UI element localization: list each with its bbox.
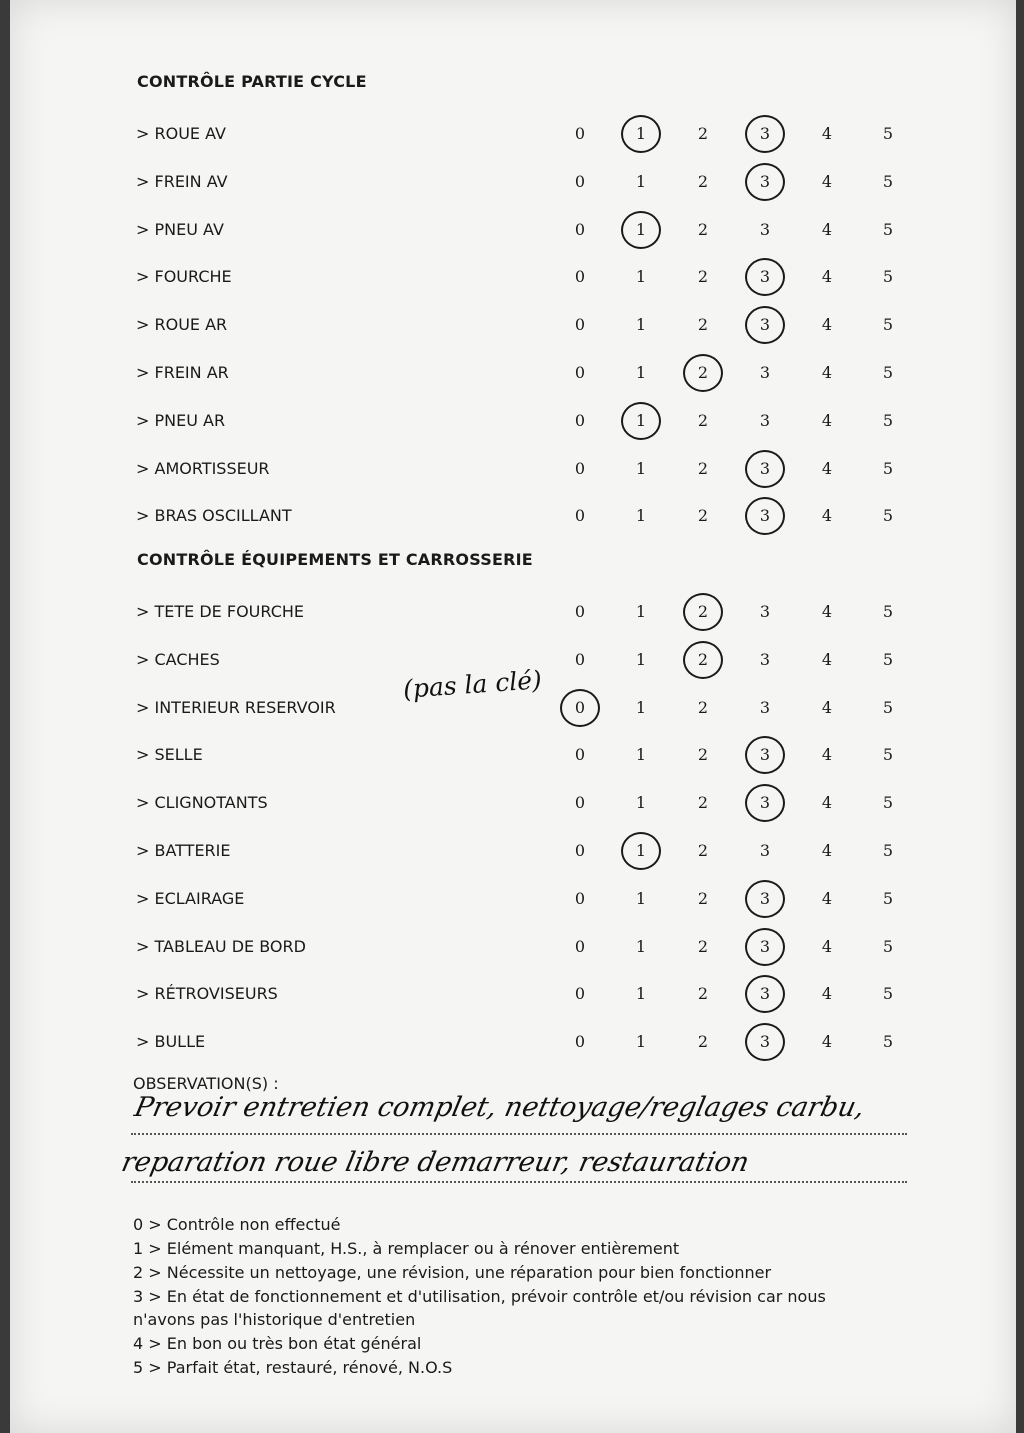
score-option[interactable]: 2 <box>697 602 709 621</box>
row-label: > AMORTISSEUR <box>136 459 270 478</box>
score-option[interactable]: 0 <box>574 411 586 430</box>
selected-score-circle <box>683 354 723 392</box>
score-option[interactable]: 2 <box>697 220 709 239</box>
row-label: > BULLE <box>136 1032 206 1051</box>
score-option[interactable]: 5 <box>882 315 894 334</box>
selected-score-circle <box>745 497 785 535</box>
score-option[interactable]: 2 <box>697 506 709 525</box>
score-option[interactable]: 1 <box>635 650 647 669</box>
score-option[interactable]: 0 <box>574 937 586 956</box>
score-option[interactable]: 5 <box>882 172 894 191</box>
score-option[interactable]: 1 <box>635 172 647 191</box>
score-option[interactable]: 5 <box>882 267 894 286</box>
score-option[interactable]: 0 <box>574 315 586 334</box>
legend-item: n'avons pas l'historique d'entretien <box>133 1310 416 1329</box>
row-label: > PNEU AR <box>136 411 226 430</box>
score-option[interactable]: 5 <box>882 984 894 1003</box>
row-label: > SELLE <box>136 745 203 764</box>
score-option[interactable]: 3 <box>759 315 771 334</box>
score-option[interactable]: 2 <box>697 793 709 812</box>
checklist-row <box>10 311 1016 341</box>
score-option[interactable]: 2 <box>697 698 709 717</box>
score-option[interactable]: 5 <box>882 650 894 669</box>
selected-score-circle <box>683 641 723 679</box>
score-option[interactable]: 0 <box>574 506 586 525</box>
selected-score-circle <box>745 1023 785 1061</box>
score-option[interactable]: 2 <box>697 889 709 908</box>
score-option[interactable]: 2 <box>697 984 709 1003</box>
score-option[interactable]: 4 <box>821 363 833 382</box>
score-option[interactable]: 2 <box>697 459 709 478</box>
row-label: > ROUE AV <box>136 124 226 143</box>
score-option[interactable]: 3 <box>759 411 771 430</box>
checklist-row <box>10 980 1016 1010</box>
score-option[interactable]: 3 <box>759 650 771 669</box>
score-option[interactable]: 4 <box>821 411 833 430</box>
score-option[interactable]: 3 <box>759 220 771 239</box>
checklist-row <box>10 502 1016 532</box>
score-option[interactable]: 4 <box>821 124 833 143</box>
row-label: > RÉTROVISEURS <box>136 984 278 1003</box>
selected-score-circle <box>745 736 785 774</box>
score-option[interactable]: 1 <box>635 267 647 286</box>
checklist-row <box>10 263 1016 293</box>
score-option[interactable]: 0 <box>574 889 586 908</box>
legend-item: 2 > Nécessite un nettoyage, une révision, une réparation pour bien fonctionner <box>133 1263 772 1282</box>
score-option[interactable]: 5 <box>882 459 894 478</box>
checklist-row <box>10 407 1016 437</box>
score-option[interactable]: 4 <box>821 841 833 860</box>
selected-score-circle <box>621 402 661 440</box>
score-option[interactable]: 2 <box>697 411 709 430</box>
score-option[interactable]: 4 <box>821 172 833 191</box>
score-option[interactable]: 4 <box>821 793 833 812</box>
score-option[interactable]: 1 <box>635 984 647 1003</box>
legend-item: 1 > Elément manquant, H.S., à remplacer ou à rénover entièrement <box>133 1239 680 1258</box>
score-option[interactable]: 4 <box>821 1032 833 1051</box>
checklist-row <box>10 741 1016 771</box>
score-option[interactable]: 0 <box>574 124 586 143</box>
score-option[interactable]: 3 <box>759 937 771 956</box>
score-option[interactable]: 1 <box>635 124 647 143</box>
checklist-row <box>10 216 1016 246</box>
score-option[interactable]: 1 <box>635 841 647 860</box>
row-label: > ECLAIRAGE <box>136 889 245 908</box>
section-title: CONTRÔLE ÉQUIPEMENTS ET CARROSSERIE <box>137 550 533 569</box>
score-option[interactable]: 1 <box>635 745 647 764</box>
score-option[interactable]: 5 <box>882 698 894 717</box>
selected-score-circle <box>745 928 785 966</box>
score-option[interactable]: 1 <box>635 315 647 334</box>
legend-item: 5 > Parfait état, restauré, rénové, N.O.S <box>133 1358 453 1377</box>
score-option[interactable]: 3 <box>759 506 771 525</box>
score-option[interactable]: 3 <box>759 1032 771 1051</box>
score-option[interactable]: 2 <box>697 267 709 286</box>
score-option[interactable]: 4 <box>821 698 833 717</box>
score-option[interactable]: 0 <box>574 745 586 764</box>
score-option[interactable]: 3 <box>759 459 771 478</box>
score-option[interactable]: 0 <box>574 698 586 717</box>
score-option[interactable]: 3 <box>759 172 771 191</box>
row-label: > BATTERIE <box>136 841 231 860</box>
score-option[interactable]: 2 <box>697 841 709 860</box>
dotted-line-1 <box>131 1133 907 1135</box>
score-option[interactable]: 5 <box>882 363 894 382</box>
score-option[interactable]: 1 <box>635 411 647 430</box>
score-option[interactable]: 2 <box>697 937 709 956</box>
score-option[interactable]: 3 <box>759 267 771 286</box>
checklist-row <box>10 837 1016 867</box>
score-option[interactable]: 3 <box>759 889 771 908</box>
row-label: > FREIN AV <box>136 172 228 191</box>
checklist-row <box>10 789 1016 819</box>
score-option[interactable]: 0 <box>574 650 586 669</box>
observation-line-1: Prevoir entretien complet, nettoyage/reglages carbu, <box>131 1092 868 1123</box>
checklist-row <box>10 359 1016 389</box>
score-option[interactable]: 4 <box>821 506 833 525</box>
score-option[interactable]: 5 <box>882 937 894 956</box>
selected-score-circle <box>621 211 661 249</box>
row-label: > FREIN AR <box>136 363 229 382</box>
score-option[interactable]: 4 <box>821 267 833 286</box>
legend-item: 3 > En état de fonctionnement et d'utilisation, prévoir contrôle et/ou révision car nous <box>133 1287 826 1306</box>
handwritten-note: (pas la clé) <box>402 665 543 704</box>
section-title: CONTRÔLE PARTIE CYCLE <box>137 72 367 91</box>
score-option[interactable]: 5 <box>882 889 894 908</box>
score-option[interactable]: 4 <box>821 745 833 764</box>
row-label: > ROUE AR <box>136 315 228 334</box>
score-option[interactable]: 3 <box>759 841 771 860</box>
score-option[interactable]: 1 <box>635 698 647 717</box>
score-option[interactable]: 0 <box>574 220 586 239</box>
score-option[interactable]: 2 <box>697 650 709 669</box>
score-option[interactable]: 3 <box>759 984 771 1003</box>
score-option[interactable]: 5 <box>882 793 894 812</box>
score-option[interactable]: 2 <box>697 363 709 382</box>
score-option[interactable]: 1 <box>635 459 647 478</box>
score-option[interactable]: 4 <box>821 459 833 478</box>
selected-score-circle <box>745 306 785 344</box>
score-option[interactable]: 0 <box>574 841 586 860</box>
checklist-row <box>10 694 1016 724</box>
score-option[interactable]: 0 <box>574 172 586 191</box>
dotted-line-2 <box>131 1181 907 1183</box>
score-option[interactable]: 3 <box>759 124 771 143</box>
score-option[interactable]: 4 <box>821 889 833 908</box>
row-label: > FOURCHE <box>136 267 232 286</box>
row-label: > CACHES <box>136 650 220 669</box>
score-option[interactable]: 0 <box>574 459 586 478</box>
score-option[interactable]: 4 <box>821 984 833 1003</box>
selected-score-circle <box>745 450 785 488</box>
score-option[interactable]: 1 <box>635 937 647 956</box>
legend-item: 0 > Contrôle non effectué <box>133 1215 341 1234</box>
score-option[interactable]: 3 <box>759 793 771 812</box>
score-option[interactable]: 4 <box>821 650 833 669</box>
score-option[interactable]: 5 <box>882 602 894 621</box>
score-option[interactable]: 3 <box>759 363 771 382</box>
observations-label: OBSERVATION(S) : <box>133 1074 279 1093</box>
score-option[interactable]: 4 <box>821 937 833 956</box>
score-option[interactable]: 1 <box>635 363 647 382</box>
row-label: > TABLEAU DE BORD <box>136 937 306 956</box>
score-option[interactable]: 4 <box>821 602 833 621</box>
selected-score-circle <box>745 880 785 918</box>
score-option[interactable]: 1 <box>635 506 647 525</box>
score-option[interactable]: 0 <box>574 1032 586 1051</box>
score-option[interactable]: 3 <box>759 698 771 717</box>
row-label: > INTERIEUR RESERVOIR <box>136 698 336 717</box>
score-option[interactable]: 0 <box>574 984 586 1003</box>
score-option[interactable]: 2 <box>697 1032 709 1051</box>
score-option[interactable]: 2 <box>697 124 709 143</box>
score-option[interactable]: 3 <box>759 745 771 764</box>
score-option[interactable]: 1 <box>635 793 647 812</box>
checklist-row <box>10 933 1016 963</box>
row-label: > BRAS OSCILLANT <box>136 506 292 525</box>
score-option[interactable]: 1 <box>635 1032 647 1051</box>
inspection-sheet <box>10 0 1016 1433</box>
score-option[interactable]: 1 <box>635 889 647 908</box>
score-option[interactable]: 5 <box>882 124 894 143</box>
score-option[interactable]: 2 <box>697 745 709 764</box>
score-option[interactable]: 5 <box>882 1032 894 1051</box>
checklist-row <box>10 1028 1016 1058</box>
score-option[interactable]: 1 <box>635 220 647 239</box>
row-label: > CLIGNOTANTS <box>136 793 268 812</box>
checklist-row <box>10 455 1016 485</box>
score-option[interactable]: 0 <box>574 363 586 382</box>
row-label: > PNEU AV <box>136 220 224 239</box>
score-option[interactable]: 1 <box>635 602 647 621</box>
score-option[interactable]: 3 <box>759 602 771 621</box>
selected-score-circle <box>683 593 723 631</box>
score-option[interactable]: 5 <box>882 745 894 764</box>
score-option[interactable]: 2 <box>697 315 709 334</box>
checklist-row <box>10 598 1016 628</box>
selected-score-circle <box>621 832 661 870</box>
score-option[interactable]: 4 <box>821 220 833 239</box>
selected-score-circle <box>745 258 785 296</box>
score-option[interactable]: 0 <box>574 267 586 286</box>
observation-line-2: reparation roue libre demarreur, restauration <box>118 1147 752 1178</box>
score-option[interactable]: 0 <box>574 793 586 812</box>
selected-score-circle <box>745 975 785 1013</box>
selected-score-circle <box>621 115 661 153</box>
score-option[interactable]: 2 <box>697 172 709 191</box>
score-option[interactable]: 0 <box>574 602 586 621</box>
checklist-row <box>10 168 1016 198</box>
selected-score-circle <box>745 115 785 153</box>
score-option[interactable]: 4 <box>821 315 833 334</box>
selected-score-circle <box>745 784 785 822</box>
selected-score-circle <box>560 689 600 727</box>
score-option[interactable]: 5 <box>882 411 894 430</box>
score-option[interactable]: 5 <box>882 220 894 239</box>
legend-item: 4 > En bon ou très bon état général <box>133 1334 422 1353</box>
checklist-row <box>10 885 1016 915</box>
row-label: > TETE DE FOURCHE <box>136 602 304 621</box>
checklist-row <box>10 120 1016 150</box>
selected-score-circle <box>745 163 785 201</box>
score-option[interactable]: 5 <box>882 841 894 860</box>
score-option[interactable]: 5 <box>882 506 894 525</box>
